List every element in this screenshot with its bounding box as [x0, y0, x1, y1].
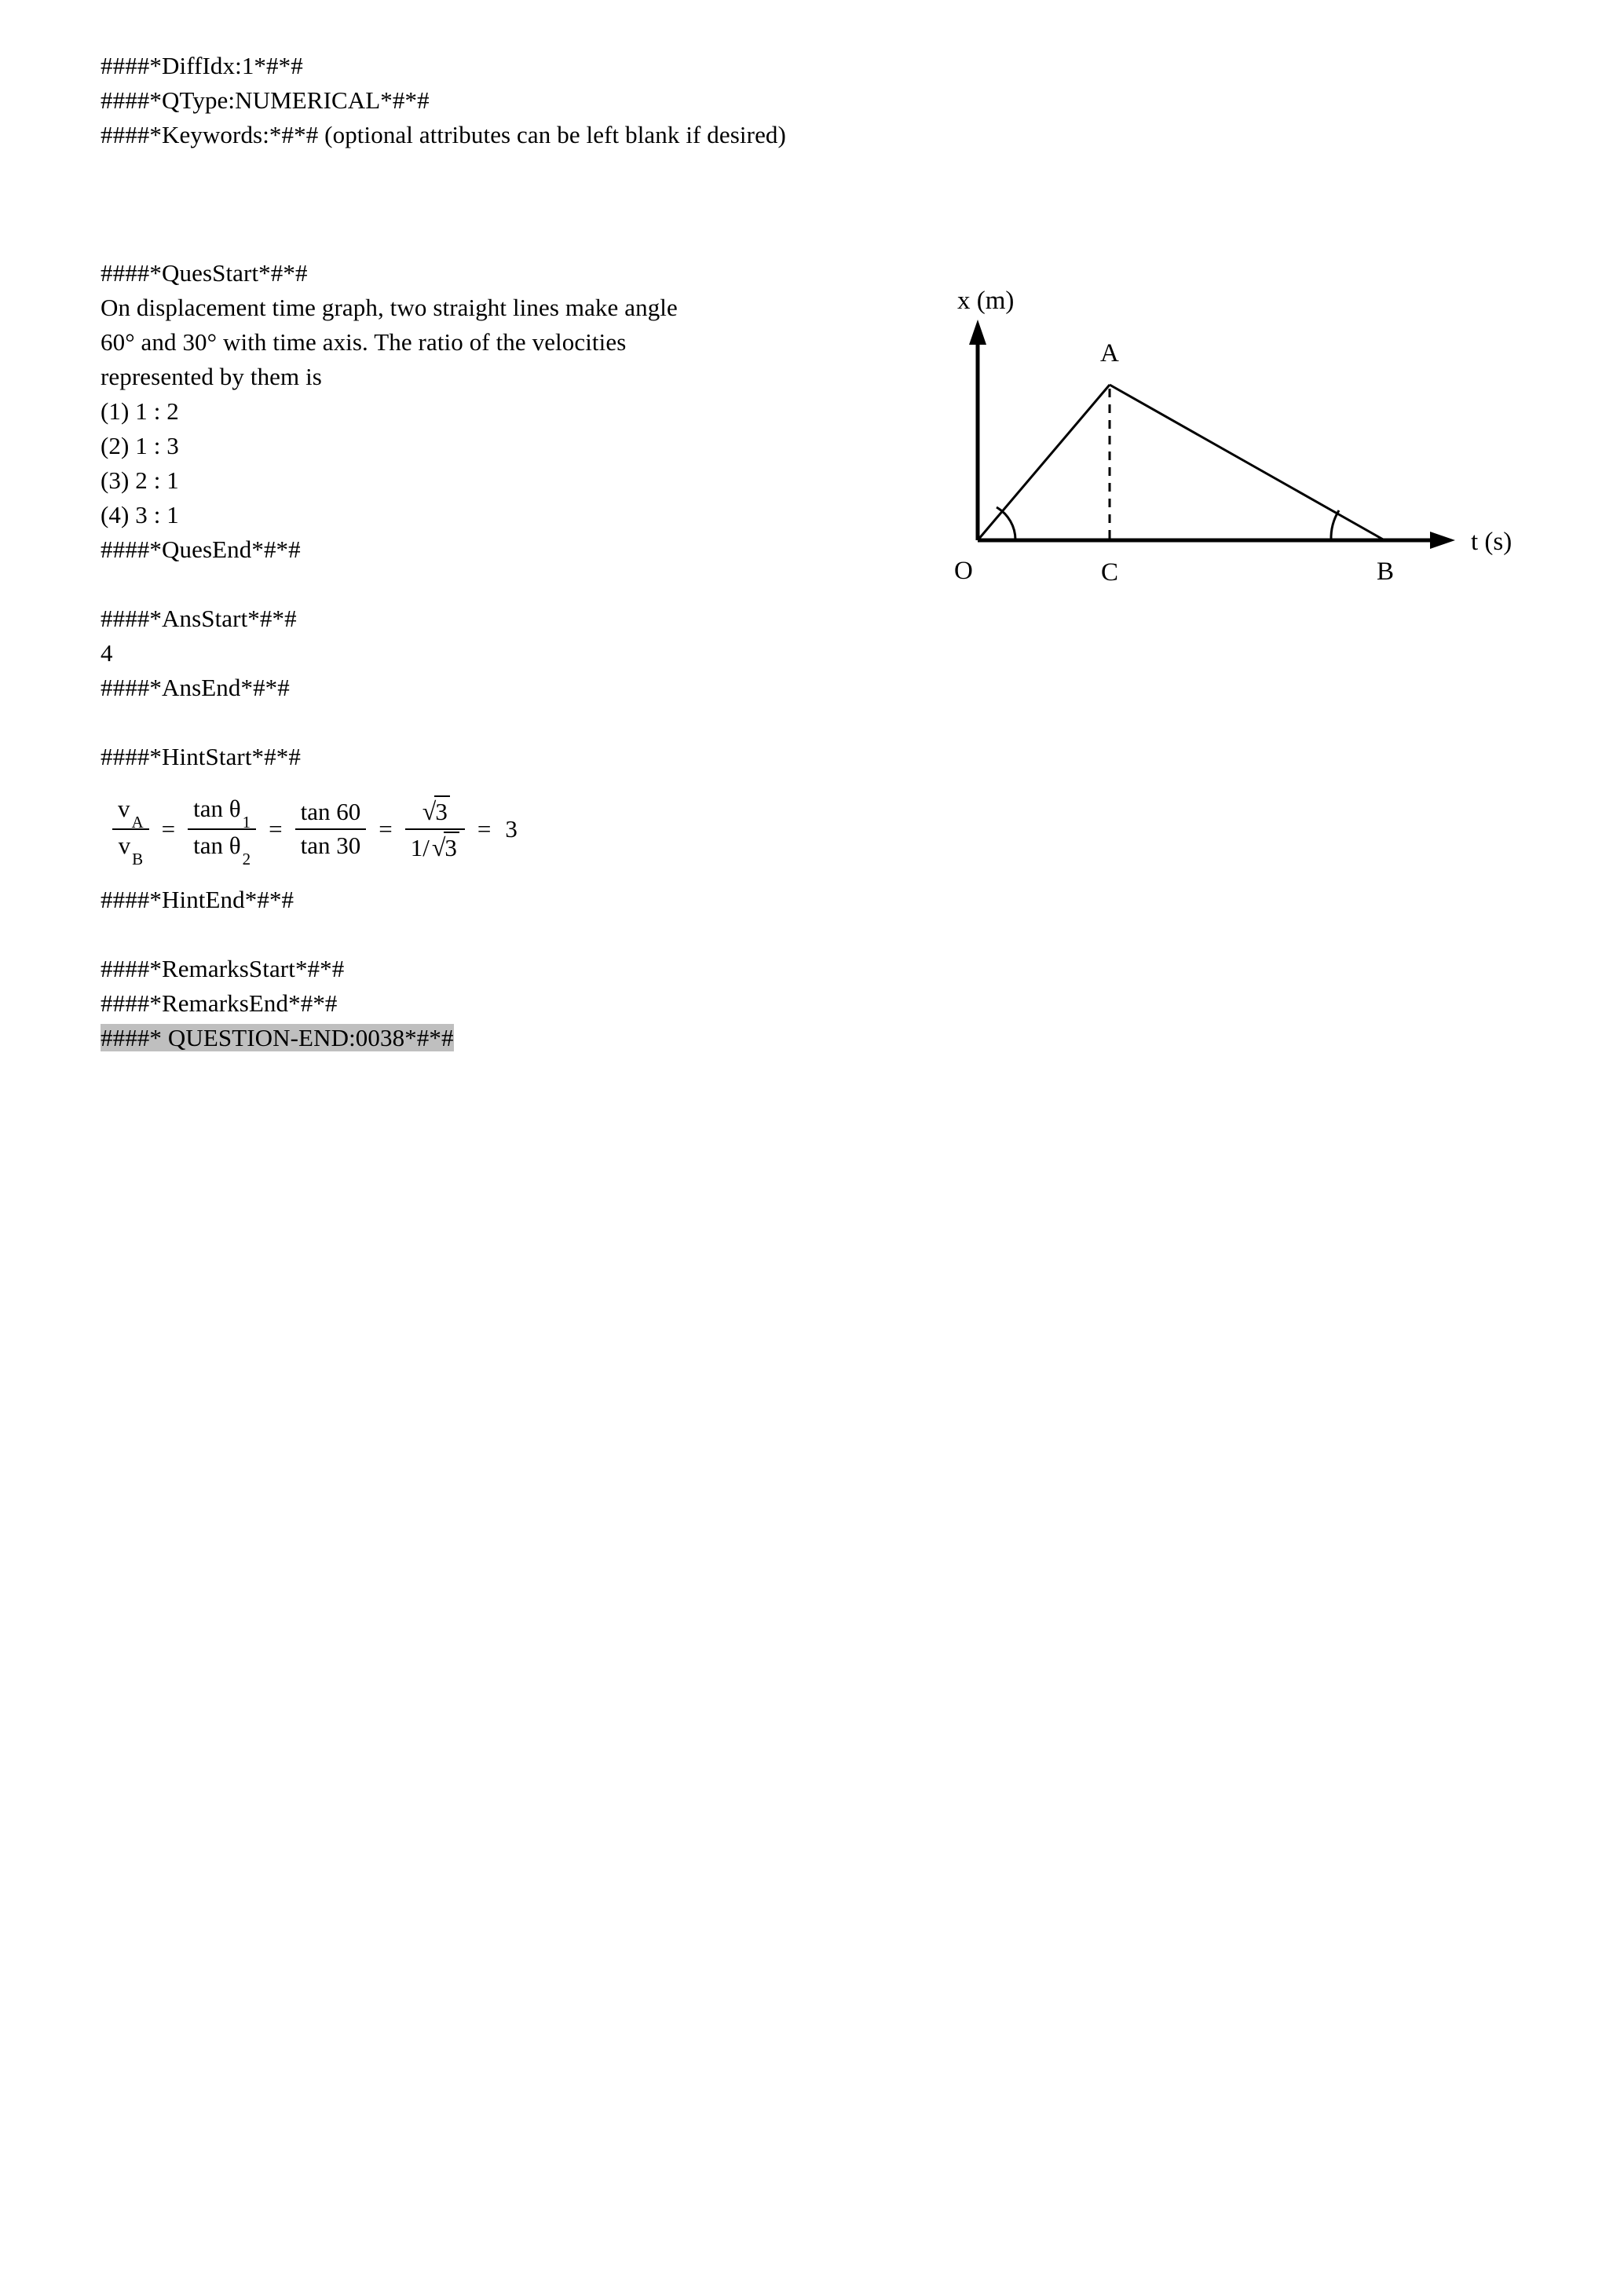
spacer — [101, 187, 886, 221]
displacement-time-graph — [931, 279, 1527, 609]
point-label-O: O — [954, 557, 973, 585]
spacer — [101, 152, 886, 187]
point-label-B: B — [1377, 558, 1395, 586]
line-segment-AB — [1110, 385, 1384, 540]
fraction-numerator: $\tan \theta_1$ — [193, 795, 251, 832]
spacer — [101, 917, 886, 952]
equals-sign-2: = — [269, 815, 283, 843]
angle-arc-B — [1331, 510, 1339, 540]
equals-sign-4: = — [477, 815, 492, 843]
x-axis-label: t (s) — [1471, 528, 1512, 556]
header-line-diffidx: ####*DiffIdx:1*#*# — [101, 52, 303, 79]
y-axis — [969, 320, 986, 540]
ques-end-tag: ####*QuesEnd*#*# — [101, 536, 301, 563]
answer-value: 4 — [101, 639, 113, 667]
ques-start-tag: ####*QuesStart*#*# — [101, 259, 308, 287]
fraction-numerator — [415, 794, 455, 828]
remarks-end-tag: ####*RemarksEnd*#*# — [101, 989, 338, 1017]
spacer — [101, 705, 886, 740]
spacer — [101, 567, 886, 601]
hint-end-tag: ####*HintEnd*#*# — [101, 886, 294, 913]
fraction-numerator: tan 60 — [300, 798, 361, 826]
formula-result: 3 — [505, 815, 518, 843]
header-line-keywords: ####*Keywords:*#*# (optional attributes can be left blank if desired) — [101, 121, 786, 148]
fraction-denominator: 1/√3 — [405, 830, 465, 865]
ans-end-tag: ####*AnsEnd*#*# — [101, 674, 290, 701]
fraction-tan-theta — [188, 793, 256, 869]
fraction-surd — [405, 794, 465, 864]
remarks-start-tag: ####*RemarksStart*#*# — [101, 955, 345, 982]
fraction-numerator: $v_A$ — [118, 795, 144, 832]
question-end-line — [101, 1021, 886, 1055]
spacer — [101, 221, 886, 256]
option-3: (3) 2 : 1 — [101, 466, 179, 494]
question-stem-line-1: On displacement time graph, two straight lines make angle — [101, 294, 678, 321]
equals-sign-3: = — [379, 815, 393, 843]
line-segment-OA — [978, 385, 1110, 540]
hint-start-tag: ####*HintStart*#*# — [101, 743, 301, 770]
hint-formula — [101, 777, 886, 881]
option-2: (2) 1 : 3 — [101, 432, 179, 459]
question-stem-line-2: 60° and 30° with time axis. The ratio of the velocities — [101, 328, 627, 356]
point-label-A: A — [1100, 339, 1119, 367]
y-axis-label: x (m) — [957, 287, 1015, 315]
header-line-qtype: ####*QType:NUMERICAL*#*# — [101, 86, 430, 114]
fraction-tan-values — [295, 796, 367, 861]
fraction-denominator: tan 30 — [300, 832, 361, 859]
fraction-denominator: $\tan \theta_2$ — [193, 832, 251, 869]
option-1: (1) 1 : 2 — [101, 397, 179, 425]
fraction-velocity-ratio — [112, 793, 149, 869]
square-root-icon: √3 — [420, 795, 450, 827]
option-4: (4) 3 : 1 — [101, 501, 179, 528]
square-root-icon: √3 — [430, 832, 459, 863]
text-column — [101, 49, 886, 1055]
equals-sign-1: = — [161, 815, 176, 843]
angle-arc-origin — [997, 507, 1015, 540]
question-end-highlighted-text: ####* QUESTION-END:0038*#*# — [101, 1024, 454, 1051]
ans-start-tag: ####*AnsStart*#*# — [101, 605, 297, 632]
question-stem-line-3: represented by them is — [101, 363, 322, 390]
fraction-denominator: $v_B$ — [118, 832, 144, 869]
point-label-C: C — [1101, 558, 1119, 587]
